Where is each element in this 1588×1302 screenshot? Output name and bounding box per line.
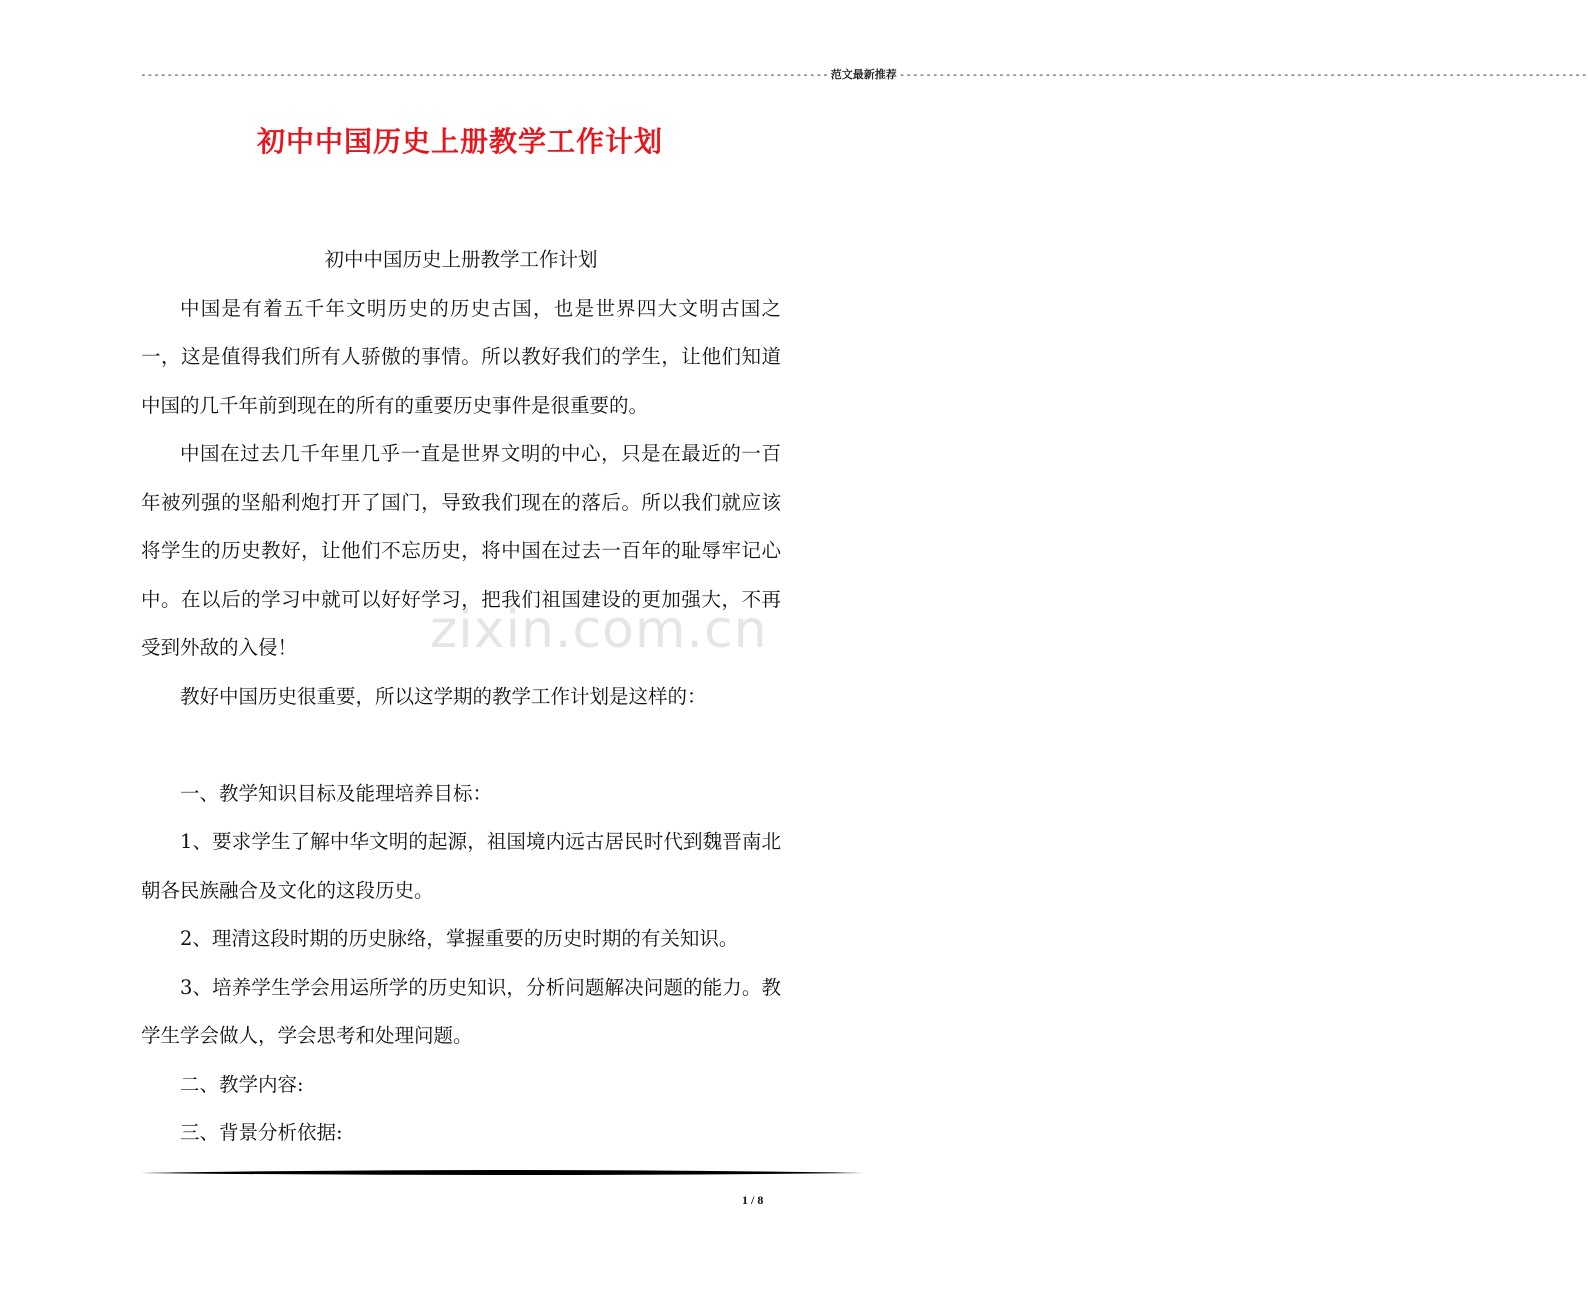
blank-line bbox=[141, 721, 781, 770]
page-header bbox=[140, 66, 1588, 82]
paragraph-1: 中国是有着五千年文明历史的历史古国，也是世界四大文明古国之一，这是值得我们所有人骄傲的事情。所以教好我们的学生，让他们知道中国的几千年前到现在的所有的重要历史事件是很重要的。 bbox=[141, 296, 781, 417]
body-subtitle: 初中中国历史上册教学工作计划 bbox=[324, 248, 598, 271]
header-dashes-right: -------------------------------------------------------------------------------------------------------- bbox=[898, 67, 1588, 81]
goal-item-1: 1、要求学生了解中华文明的起源，祖国境内远古居民时代到魏晋南北朝各民族融合及文化的这段历史。 bbox=[141, 830, 781, 902]
watermark: zixin.com.cn bbox=[430, 600, 768, 660]
goal-item-3: 3、培养学生学会用运所学的历史知识，分析问题解决问题的能力。教学生学会做人，学会思考和处理问题。 bbox=[141, 975, 781, 1047]
footer-rule bbox=[140, 1168, 864, 1178]
section-1-heading: 一、教学知识目标及能理培养目标： bbox=[180, 781, 493, 805]
document-title: 初中中国历史上册教学工作计划 bbox=[256, 125, 663, 158]
paragraph-3: 教好中国历史很重要，所以这学期的教学工作计划是这样的： bbox=[180, 684, 707, 708]
header-dashes-left: -------------------------------------------------------------------------------------------------------- bbox=[140, 67, 829, 81]
goal-item-2: 2、理清这段时期的历史脉络，掌握重要的历史时期的有关知识。 bbox=[180, 927, 739, 950]
header-label: 范文最新推荐 bbox=[830, 68, 897, 81]
section-2-heading: 二、教学内容: bbox=[180, 1072, 304, 1096]
page-number: 1 / 8 bbox=[742, 1193, 764, 1207]
document-body bbox=[141, 236, 781, 1158]
paragraph-2: 中国在过去几千年里几乎一直是世界文明的中心，只是在最近的一百年被列强的坚船利炮打开了国门，导致我们现在的落后。所以我们就应该将学生的历史教好，让他们不忘历史，将中国在过去一百年的耻辱牢记心中。在以后的学习中就可以好好学习，把我们祖国建设的更加强大，不再受到外敌的入侵！ bbox=[141, 442, 781, 659]
section-3-heading: 三、背景分析依据: bbox=[180, 1121, 343, 1144]
